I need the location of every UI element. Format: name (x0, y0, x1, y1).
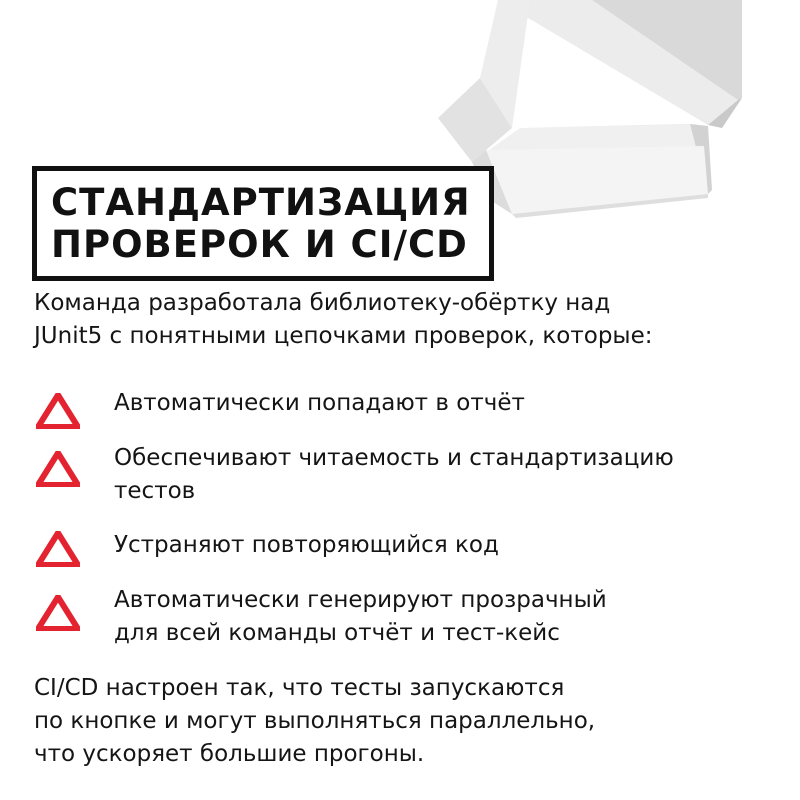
outro-paragraph (34, 672, 774, 771)
intro-paragraph (34, 287, 774, 353)
outro-line-2: по кнопке и могут выполняться параллельно, (34, 708, 596, 734)
intro-line-2: JUnit5 с понятными цепочками проверок, которые: (34, 323, 653, 349)
list-item-text: Обеспечивают читаемость и стандартизацию (114, 445, 674, 471)
red-triangle-icon (36, 393, 80, 429)
list-item-text: Автоматически попадают в отчёт (114, 390, 525, 416)
intro-line-1: Команда разработала библиотеку-обёртку над (34, 290, 611, 316)
list-item-text: Устраняют повторяющийся код (114, 532, 499, 558)
red-triangle-icon (36, 531, 80, 567)
page-title-line-1: СТАНДАРТИЗАЦИЯ (51, 181, 471, 224)
page-title-line-2: ПРОВЕРОК И CI/CD (51, 223, 468, 266)
list-item-text: тестов (114, 478, 196, 504)
title-box (32, 166, 494, 281)
red-triangle-icon (36, 451, 80, 487)
outro-line-1: CI/CD настроен так, что тесты запускаются (34, 675, 565, 701)
list-item-text: Автоматически генерируют прозрачный (114, 587, 607, 613)
red-triangle-icon (36, 595, 80, 631)
outro-line-3: что ускоряет большие прогоны. (34, 741, 425, 767)
list-item-text: для всей команды отчёт и тест-кейс (114, 620, 560, 646)
